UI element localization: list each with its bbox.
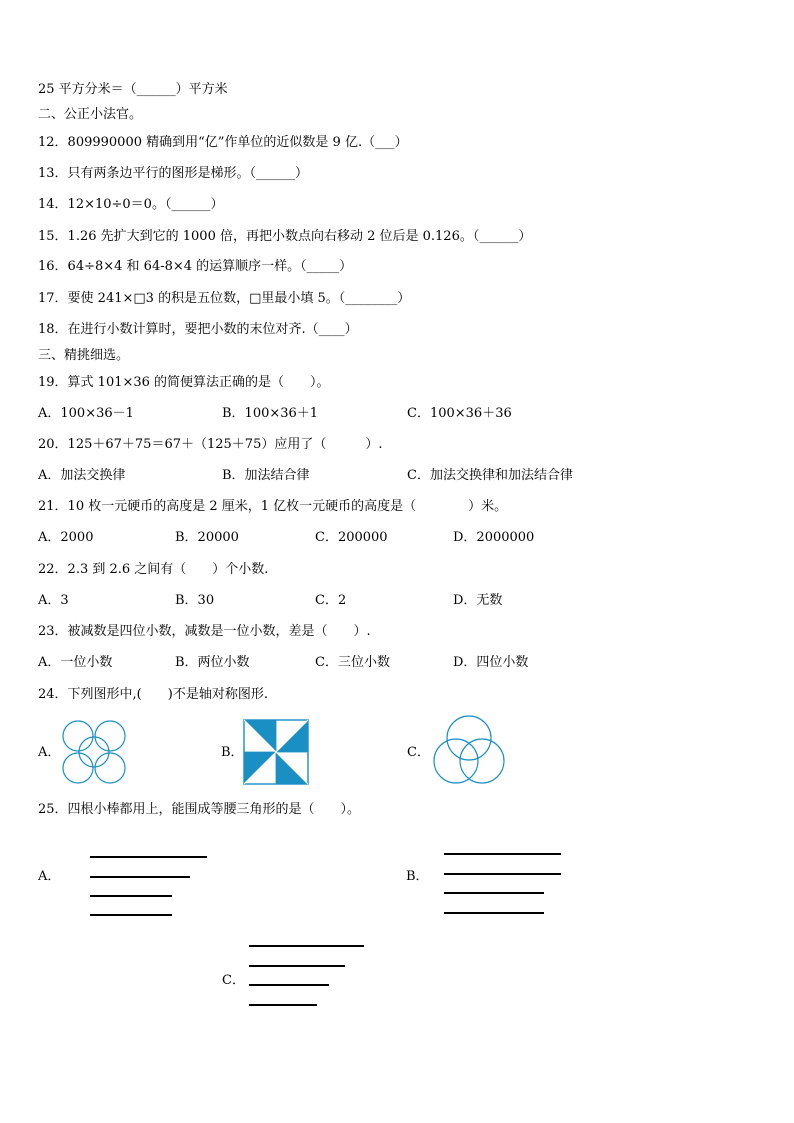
question-24-label-a: A． (38, 745, 61, 760)
question-22-option-c: C．2 (315, 593, 347, 608)
four-circle-flower-figure (60, 718, 128, 786)
question-19-option-a: A．100×36－1 (38, 406, 134, 421)
question-22-option-d: D．无数 (453, 593, 503, 608)
three-arc-knot-figure (430, 714, 508, 788)
stick-b-2 (444, 873, 561, 875)
stick-a-1 (90, 856, 207, 858)
question-20-option-b: B．加法结合律 (222, 468, 310, 483)
pinwheel-figure (244, 720, 308, 784)
question-21-option-a: A．2000 (38, 530, 94, 545)
question-22-option-a: A．3 (38, 593, 69, 608)
question-23-option-d: D．四位小数 (453, 655, 529, 670)
question-25-label-c: C． (222, 973, 245, 988)
question-24-label-c: C． (407, 745, 430, 760)
question-23-option-c: C．三位小数 (315, 655, 390, 670)
stick-c-4 (249, 1004, 317, 1006)
question-22-option-b: B．30 (175, 593, 215, 608)
question-20-stem: 20．125＋67＋75＝67＋（125＋75）应用了（ ）. (38, 437, 383, 452)
question-25-label-a: A． (38, 869, 61, 884)
question-23-option-b: B．两位小数 (175, 655, 250, 670)
question-15: 15．1.26 先扩大到它的 1000 倍，再把小数点向右移动 2 位后是 0.126。（______） (38, 229, 532, 244)
question-13: 13．只有两条边平行的图形是梯形。（______） (38, 166, 309, 181)
stick-c-3 (249, 984, 329, 986)
section-3-title: 三、精挑细选。 (38, 348, 130, 363)
question-25-stem: 25．四根小棒都用上，能围成等腰三角形的是（ ）。 (38, 802, 361, 817)
question-20-option-a: A．加法交换律 (38, 468, 126, 483)
question-17: 17．要使 241×□3 的积是五位数，□里最小填 5。（________） (38, 291, 411, 306)
stick-a-4 (90, 914, 172, 916)
question-24-label-b: B． (221, 745, 244, 760)
stick-c-2 (249, 965, 345, 967)
stick-b-1 (444, 853, 561, 855)
question-16: 16．64÷8×4 和 64-8×4 的运算顺序一样。（_____） (38, 259, 353, 274)
section-2-title: 二、公正小法官。 (38, 107, 143, 122)
question-24-stem: 24．下列图形中,( )不是轴对称图形. (38, 687, 268, 702)
question-20-option-c: C．加法交换律和加法结合律 (407, 468, 573, 483)
stick-a-3 (90, 895, 172, 897)
stick-a-2 (90, 876, 190, 878)
stick-b-4 (444, 912, 544, 914)
question-19-option-b: B．100×36＋1 (222, 406, 319, 421)
question-14: 14．12×10÷0＝0。（______） (38, 197, 224, 212)
question-22-stem: 22．2.3 到 2.6 之间有（ ）个小数. (38, 562, 269, 577)
question-21-option-d: D．2000000 (453, 530, 535, 545)
fill-blank-line: 25 平方分米＝（______）平方米 (38, 82, 228, 97)
question-18: 18．在进行小数计算时，要把小数的末位对齐.（____） (38, 322, 358, 337)
question-25-label-b: B． (406, 869, 429, 884)
question-21-option-b: B．20000 (175, 530, 239, 545)
question-19-option-c: C．100×36＋36 (407, 406, 512, 421)
stick-c-1 (249, 945, 364, 947)
question-21-option-c: C．200000 (315, 530, 388, 545)
question-23-stem: 23．被减数是四位小数，减数是一位小数，差是（ ）. (38, 624, 371, 639)
question-12: 12．809990000 精确到用“亿”作单位的近似数是 9 亿.（___） (38, 135, 408, 150)
question-19-stem: 19．算式 101×36 的简便算法正确的是（ ）。 (38, 375, 330, 390)
stick-b-3 (444, 892, 544, 894)
question-23-option-a: A．一位小数 (38, 655, 113, 670)
question-21-stem: 21．10 枚一元硬币的高度是 2 厘米，1 亿枚一元硬币的高度是（ ）米。 (38, 499, 508, 514)
